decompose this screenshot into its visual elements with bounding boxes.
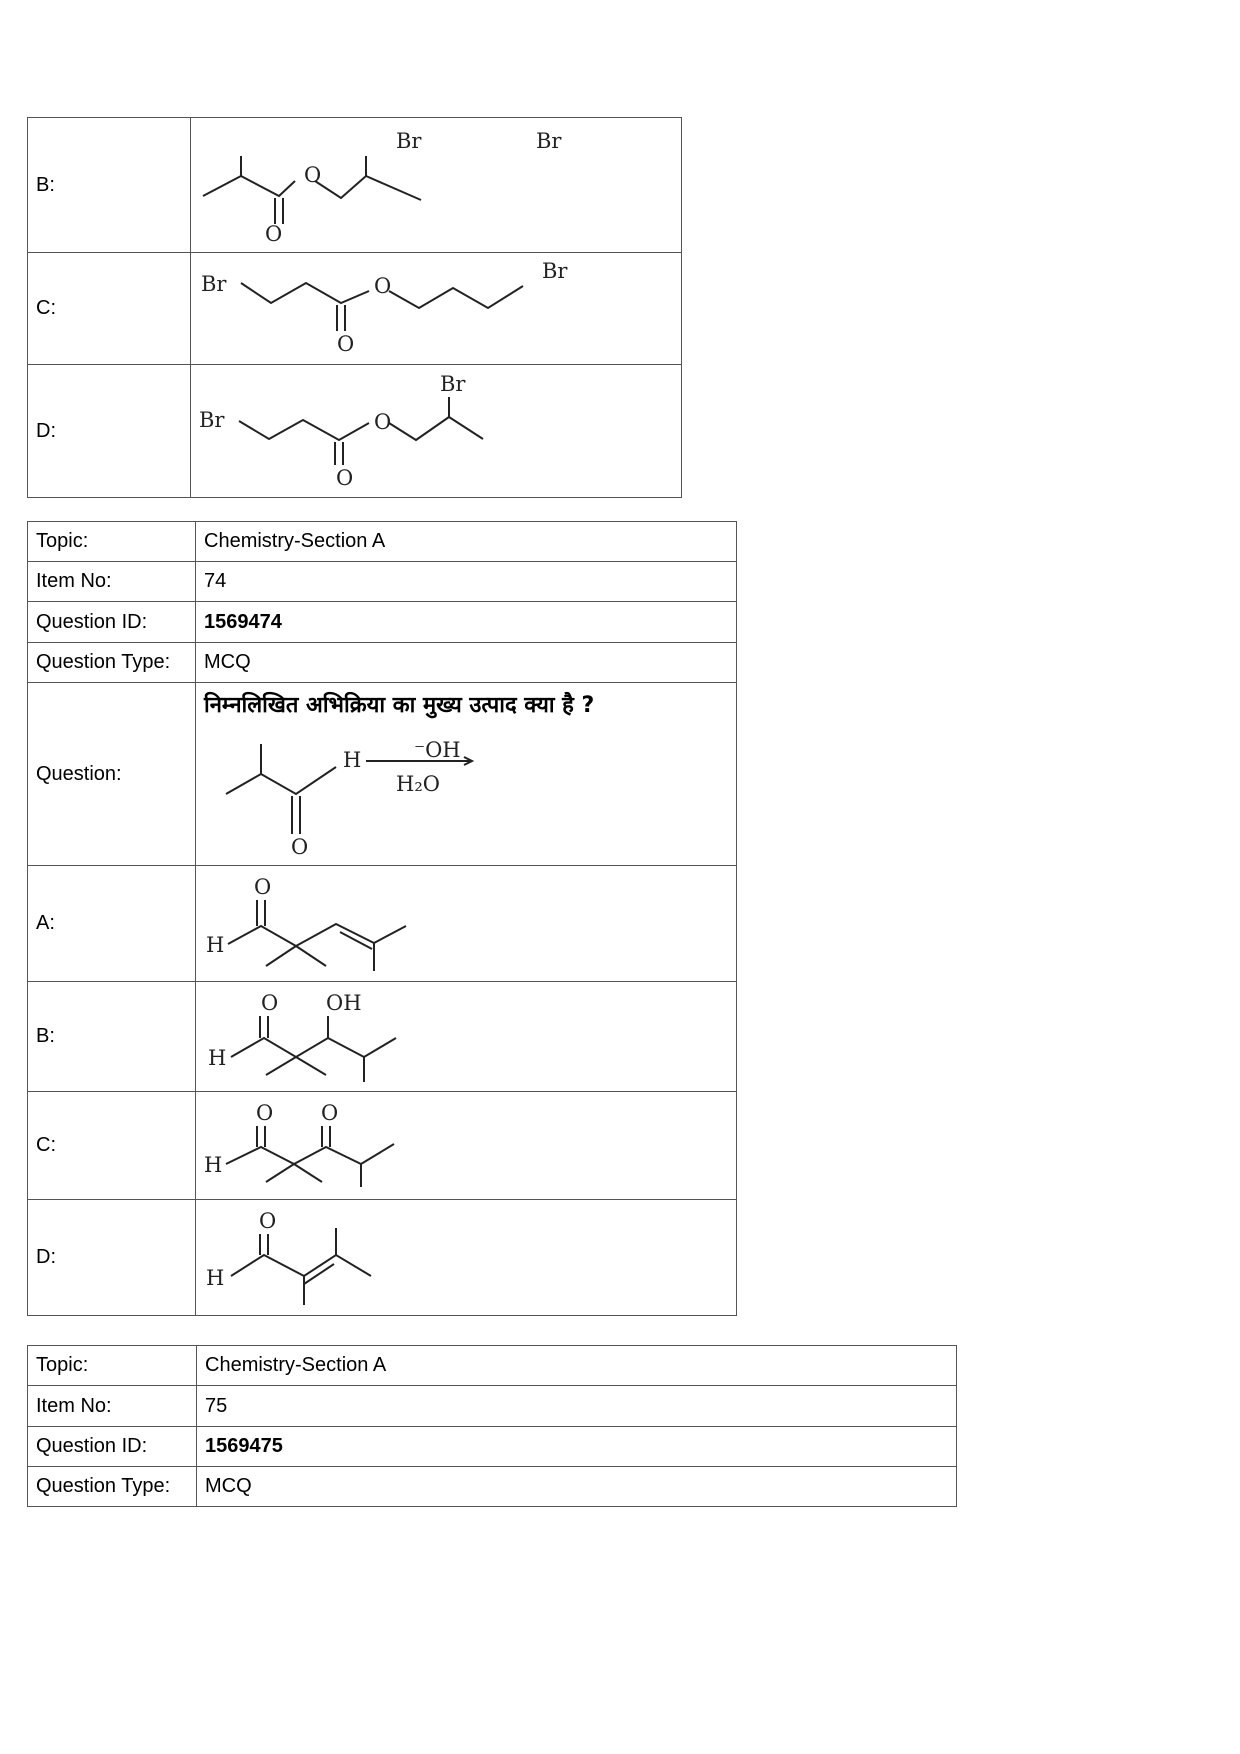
reaction-structure — [196, 719, 736, 859]
atom-label: Br — [396, 129, 422, 153]
option-row-b — [28, 982, 737, 1092]
item-label: Item No: — [28, 1386, 197, 1427]
atom-label: O — [321, 1101, 339, 1125]
question-id-value: 1569475 — [197, 1427, 957, 1467]
topic-label: Topic: — [28, 1346, 197, 1386]
option-label: D: — [28, 365, 191, 498]
question-type-row — [28, 643, 737, 683]
molecule-structure — [191, 253, 681, 364]
option-row-b — [28, 118, 682, 253]
option-row-d — [28, 1200, 737, 1316]
option-row-c — [28, 1092, 737, 1200]
option-label: B: — [28, 982, 196, 1092]
atom-label: O — [254, 875, 272, 899]
atom-label: H — [206, 933, 225, 957]
atom-label: H — [206, 1266, 225, 1290]
option-row-d — [28, 365, 682, 498]
question-label: Question: — [28, 683, 196, 866]
molecule-structure — [196, 1200, 736, 1315]
molecule-cell — [191, 253, 682, 365]
atom-label: Br — [201, 272, 227, 296]
topic-label: Topic: — [28, 522, 196, 562]
topic-value: Chemistry-Section A — [197, 1346, 957, 1386]
question-type-row — [28, 1467, 957, 1507]
atom-label: O — [261, 991, 279, 1015]
atom-label: H — [204, 1153, 223, 1177]
molecule-structure — [196, 866, 736, 981]
atom-label: Br — [536, 129, 562, 153]
molecule-structure — [191, 118, 681, 252]
question-id-value: 1569474 — [196, 602, 737, 643]
atom-label: O — [374, 274, 392, 298]
atom-label: H — [343, 748, 362, 772]
molecule-cell — [191, 118, 682, 253]
reagent-top: ⁻OH — [414, 738, 461, 762]
item-value: 75 — [197, 1386, 957, 1427]
prev-options-table — [27, 117, 682, 498]
option-row-a — [28, 866, 737, 982]
option-label: C: — [28, 253, 191, 365]
atom-label: H — [208, 1046, 227, 1070]
question-type-label: Question Type: — [28, 643, 196, 683]
molecule-cell — [191, 365, 682, 498]
atom-label: O — [259, 1209, 277, 1233]
option-label: B: — [28, 118, 191, 253]
question-id-label: Question ID: — [28, 602, 196, 643]
item-label: Item No: — [28, 562, 196, 602]
question-text: निम्नलिखित अभिक्रिया का मुख्य उत्पाद क्या है ? — [204, 693, 595, 718]
atom-label: O — [256, 1101, 274, 1125]
question-row — [28, 683, 737, 866]
question-cell — [196, 683, 737, 866]
molecule-cell — [196, 1092, 737, 1200]
reagent-bottom: H₂O — [396, 772, 440, 796]
molecule-structure — [196, 982, 736, 1091]
molecule-cell — [196, 982, 737, 1092]
atom-label: Br — [440, 372, 466, 396]
option-label: D: — [28, 1200, 196, 1316]
question-type-value: MCQ — [196, 643, 737, 683]
atom-label: O — [374, 410, 392, 434]
atom-label: O — [337, 332, 355, 356]
atom-label: O — [336, 466, 354, 490]
option-label: C: — [28, 1092, 196, 1200]
molecule-cell — [196, 866, 737, 982]
atom-label: O — [265, 222, 283, 246]
topic-row — [28, 1346, 957, 1386]
atom-label: O — [291, 835, 309, 859]
question-type-value: MCQ — [197, 1467, 957, 1507]
option-row-c — [28, 253, 682, 365]
question-type-label: Question Type: — [28, 1467, 197, 1507]
option-label: A: — [28, 866, 196, 982]
atom-label: Br — [199, 408, 225, 432]
question-75-table — [27, 1345, 957, 1507]
molecule-structure — [191, 365, 681, 497]
question-74-table — [27, 521, 737, 1316]
atom-label: OH — [326, 991, 362, 1015]
topic-row — [28, 522, 737, 562]
topic-value: Chemistry-Section A — [196, 522, 737, 562]
question-id-row — [28, 602, 737, 643]
atom-label: Br — [542, 259, 568, 283]
question-id-label: Question ID: — [28, 1427, 197, 1467]
item-row — [28, 1386, 957, 1427]
item-row — [28, 562, 737, 602]
molecule-cell — [196, 1200, 737, 1316]
question-id-row — [28, 1427, 957, 1467]
item-value: 74 — [196, 562, 737, 602]
molecule-structure — [196, 1092, 736, 1199]
atom-label: O — [304, 163, 322, 187]
